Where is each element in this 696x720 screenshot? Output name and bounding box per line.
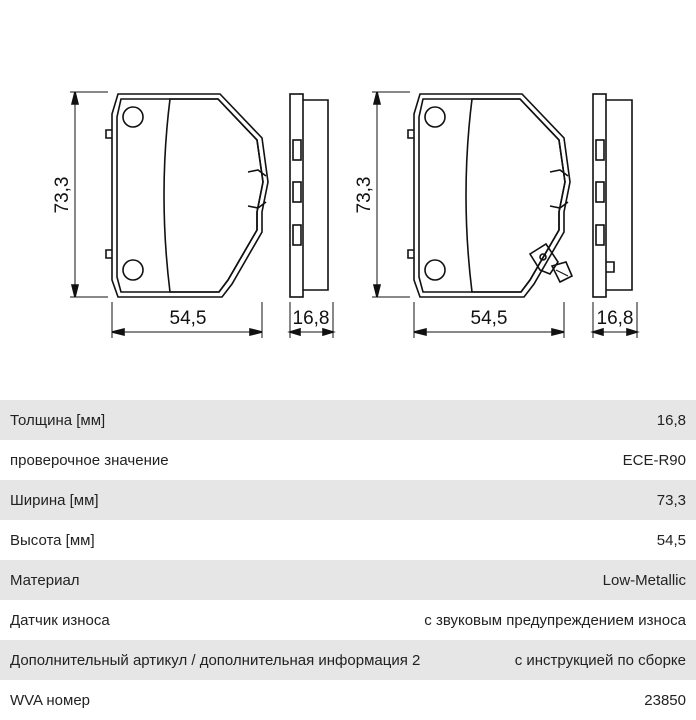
- spec-row-thickness: [0, 400, 696, 440]
- dim-width-2: 54,5: [470, 308, 508, 329]
- dim-height-2: 73,3: [354, 176, 375, 214]
- spec-label: Ширина [мм]: [10, 491, 99, 509]
- spec-row-additional-info: [0, 640, 696, 680]
- spec-label: Высота [мм]: [10, 531, 95, 549]
- spec-row-test-value: [0, 440, 696, 480]
- dim-thickness-2: 16,8: [596, 308, 634, 329]
- spec-value: 23850: [644, 691, 686, 709]
- spec-value: 54,5: [656, 531, 686, 549]
- spec-row-height: [0, 520, 696, 560]
- spec-row-wva-number: [0, 680, 696, 720]
- spec-label: Толщина [мм]: [10, 411, 106, 429]
- pad-side-view-2: [593, 94, 637, 338]
- spec-label: проверочное значение: [10, 451, 169, 469]
- spec-value: 73,3: [656, 491, 686, 509]
- dim-thickness-1: 16,8: [292, 308, 330, 329]
- spec-table: [0, 400, 696, 720]
- spec-row-wear-sensor: [0, 600, 696, 640]
- dim-height-1: 73,3: [52, 176, 73, 214]
- spec-label: Дополнительный артикул / дополнительная информация 2: [10, 651, 421, 669]
- pad-side-view-1: [290, 94, 333, 338]
- pad-front-view-1: [70, 92, 268, 338]
- pad-front-view-2: [372, 92, 572, 338]
- spec-label: Материал: [10, 571, 80, 589]
- dim-width-1: 54,5: [169, 308, 207, 329]
- spec-value: с инструкцией по сборке: [514, 651, 686, 669]
- spec-value: с звуковым предупреждением износа: [424, 611, 686, 629]
- spec-row-material: [0, 560, 696, 600]
- spec-label: WVA номер: [10, 691, 91, 709]
- spec-label: Датчик износа: [10, 611, 110, 629]
- spec-value: 16,8: [656, 411, 686, 429]
- spec-value: Low-Metallic: [602, 571, 686, 589]
- spec-row-width: [0, 480, 696, 520]
- spec-value: ECE-R90: [622, 451, 686, 469]
